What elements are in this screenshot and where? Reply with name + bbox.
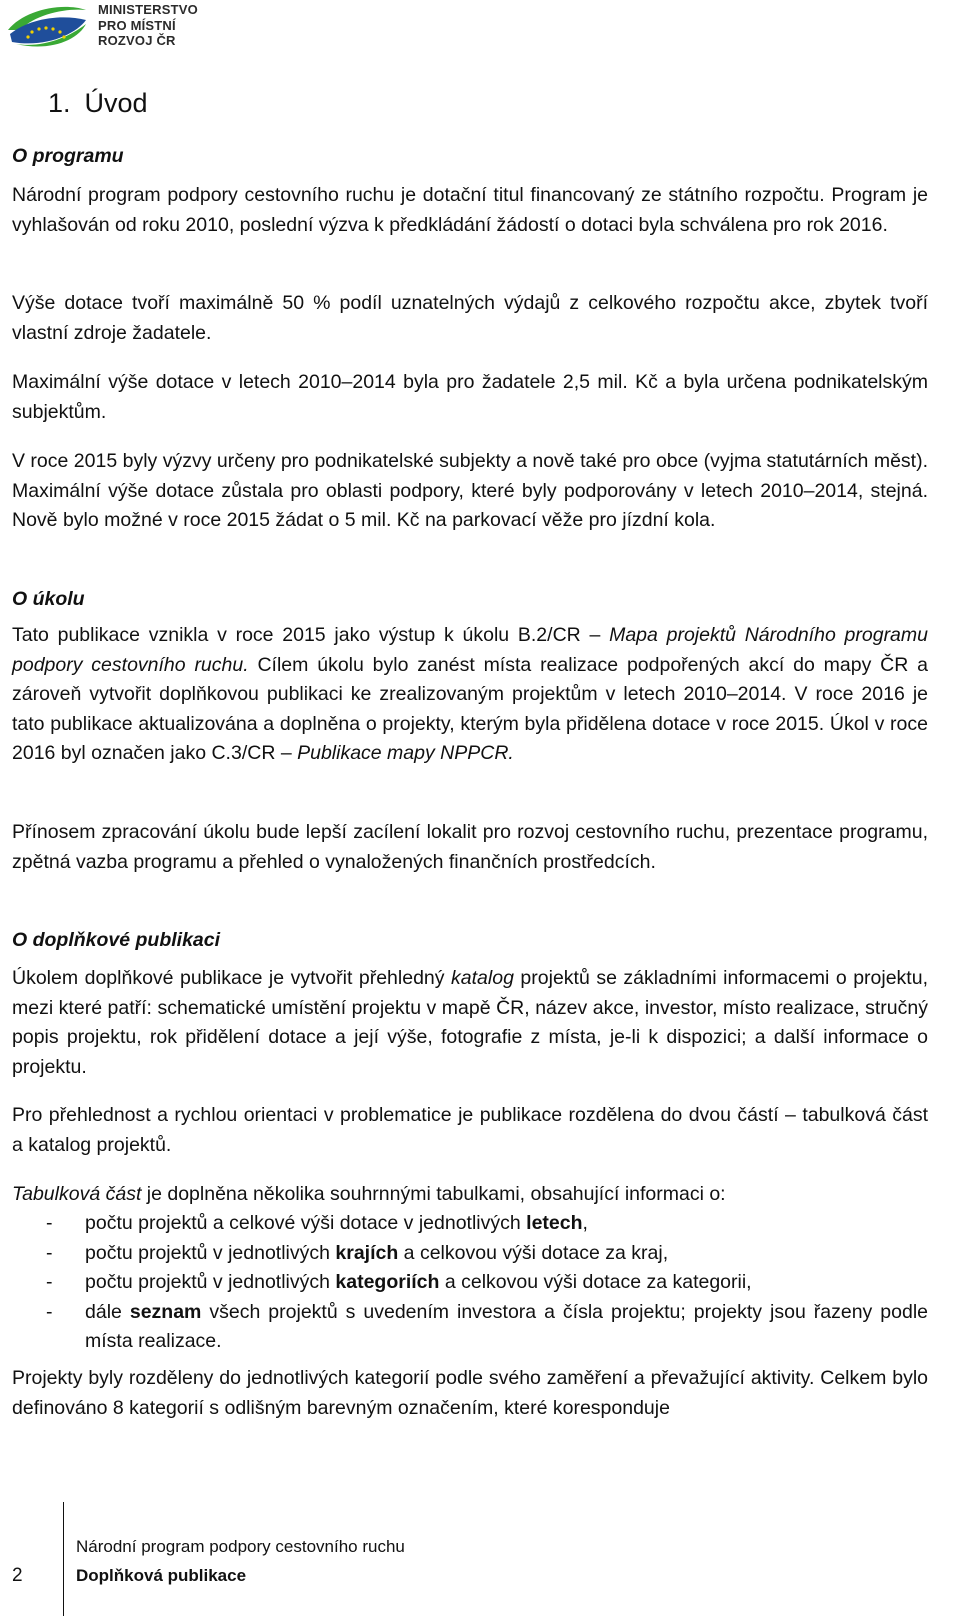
- dash-marker: -: [46, 1271, 53, 1293]
- text-run: Cílem úkolu bylo zanést místa realizace podpořených akcí do mapy ČR a zároveň vytvořit doplňkovou publikaci ke zrealizovaným projektům v letech 2010–2014. V roce 2016 je tato publikace aktualizována a doplněna o projekty, kterým byla přidělena dotace v roce 2015. Úkol v roce 2016 byl označen jako C.3/CR –: [12, 653, 928, 764]
- page-number: 2: [12, 1565, 23, 1586]
- paragraph: Národní program podpory cestovního ruchu je dotační titul financovaný ze státního rozpočtu. Program je vyhlašován od roku 2010, poslední výzva k předkládání žádostí o dotaci byla schválena pro rok 2016.: [12, 184, 928, 236]
- logo-line-2: PRO MÍSTNÍ: [98, 17, 176, 33]
- paragraph: [12, 1180, 928, 1210]
- footer-divider: [63, 1502, 64, 1616]
- bold-run: krajích: [335, 1241, 399, 1264]
- bold-run: kategoriích: [335, 1271, 440, 1293]
- logo-line-3: ROZVOJ ČR: [98, 33, 176, 48]
- bullet-list: [12, 1209, 928, 1357]
- ministry-logo-text: [98, 2, 198, 49]
- section-title-programu: O programu: [12, 145, 124, 167]
- text-run: počtu projektů v jednotlivých: [85, 1271, 336, 1293]
- paragraph: Projekty byly rozděleny do jednotlivých kategorií podle svého zaměření a převažující aktivity. Celkem bylo definováno 8 kategorií s odlišným barevným označením, které koresponduje: [12, 1367, 928, 1419]
- text-run: ,: [582, 1212, 588, 1234]
- footer-subtitle: Doplňková publikace: [76, 1566, 247, 1585]
- text-run: počtu projektů v jednotlivých: [85, 1241, 336, 1264]
- paragraph: [12, 964, 928, 1082]
- paragraph: Přínosem zpracování úkolu bude lepší zacílení lokalit pro rozvoj cestovního ruchu, prezentace programu, zpětná vazba programu a přehled o vynaložených finančních prostředcích.: [12, 821, 928, 873]
- dash-marker: -: [46, 1300, 53, 1323]
- bold-run: letech: [526, 1212, 583, 1234]
- chapter-heading: [48, 86, 148, 120]
- text-run: Tato publikace vznikla v roce 2015 jako výstup k úkolu B.2/CR –: [12, 624, 610, 646]
- paragraph: V roce 2015 byly výzvy určeny pro podnikatelské subjekty a nově také pro obce (vyjma statutárních měst). Maximální výše dotace zůstala pro oblasti podpory, které byly podporovány v letech 2010–2014, stejná. Nově bylo možné v roce 2015 žádat o 5 mil. Kč na parkovací věže pro jízdní kola.: [12, 450, 928, 531]
- text-run: a celkovou výši dotace za kategorii,: [439, 1271, 752, 1293]
- list-item: [12, 1239, 928, 1269]
- text-run: Úkolem doplňkové publikace je vytvořit přehledný: [12, 967, 452, 989]
- ministry-logo-icon: [6, 4, 90, 50]
- ministry-logo: [6, 2, 226, 50]
- text-run: počtu projektů a celkové výši dotace v jednotlivých: [85, 1212, 527, 1234]
- text-run: dále: [85, 1300, 130, 1323]
- italic-run: Tabulková část: [12, 1183, 142, 1205]
- footer-title: Národní program podpory cestovního ruchu: [76, 1537, 405, 1556]
- list-item: [12, 1268, 928, 1298]
- paragraph: [12, 621, 928, 769]
- paragraph: Pro přehlednost a rychlou orientaci v problematice je publikace rozdělena do dvou částí – tabulková část a katalog projektů.: [12, 1104, 928, 1156]
- text-run: všech projektů s uvedením investora a čísla projektu; projekty jsou řazeny podle místa realizace.: [85, 1300, 929, 1352]
- italic-run: Mapa projektů Národního programu podpory cestovního ruchu.: [12, 624, 928, 676]
- dash-marker: -: [46, 1212, 53, 1234]
- bold-run: seznam: [129, 1300, 202, 1323]
- list-item: [12, 1298, 928, 1357]
- list-item: [12, 1209, 928, 1239]
- italic-run: katalog: [451, 967, 514, 989]
- chapter-number: 1.: [48, 88, 71, 118]
- italic-run: Publikace mapy NPPCR.: [297, 742, 514, 764]
- paragraph: Výše dotace tvoří maximálně 50 % podíl uznatelných výdajů z celkového rozpočtu akce, zbytek tvoří vlastní zdroje žadatele.: [12, 292, 928, 344]
- text-run: a celkovou výši dotace za kraj,: [398, 1241, 669, 1264]
- dash-marker: -: [46, 1241, 53, 1264]
- section-title-publikace: O doplňkové publikaci: [12, 929, 221, 951]
- text-run: je doplněna několika souhrnnými tabulkami, obsahující informaci o:: [141, 1183, 726, 1205]
- text-run: projektů se základními informacemi o projektu, mezi které patří: schematické umístění projektu v mapě ČR, název akce, investor, místo realizace, stručný popis projektu, rok přidělení dotace a její výše, fotografie z místa, je-li k dispozici; a další informace o projektu.: [12, 967, 928, 1078]
- logo-line-1: MINISTERSTVO: [98, 2, 198, 17]
- chapter-title: Úvod: [84, 88, 148, 118]
- section-title-ukolu: O úkolu: [12, 588, 85, 610]
- paragraph: Maximální výše dotace v letech 2010–2014 byla pro žadatele 2,5 mil. Kč a byla určena podnikatelským subjektům.: [12, 371, 928, 423]
